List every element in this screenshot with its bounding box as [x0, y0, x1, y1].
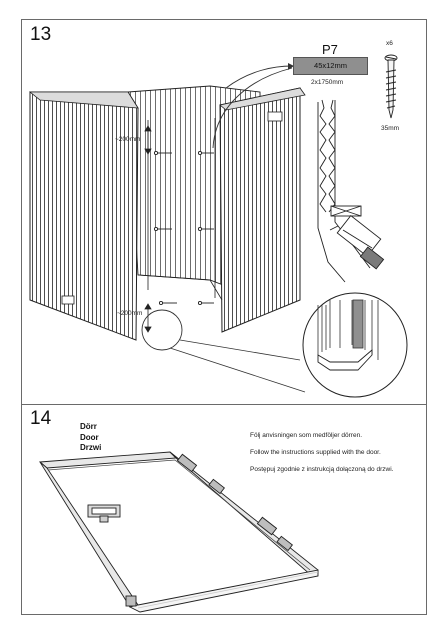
- screw-count-label: x6: [386, 40, 393, 47]
- part-quantity-label: 2x1750mm: [311, 79, 344, 86]
- screw-illustration: [385, 55, 397, 118]
- screw-length-label: 35mm: [381, 125, 400, 132]
- door-frame-illustration: [40, 452, 318, 612]
- step-14-number: 14: [30, 408, 52, 429]
- corner-magnified-detail: [303, 293, 407, 397]
- part-id-label: P7: [322, 42, 338, 57]
- wall-section-detail: [318, 100, 384, 282]
- door-labels: [80, 422, 101, 454]
- part-size-label: 45x12mm: [314, 61, 347, 70]
- spacing-lower-label: ~200mm: [117, 310, 143, 317]
- step-13-number: 13: [30, 24, 52, 45]
- door-label-swedish: Dörr: [80, 422, 97, 431]
- door-label-polish: Drzwi: [80, 443, 102, 452]
- door-label-english: Door: [80, 432, 99, 442]
- instruction-english: Follow the instructions supplied with the door.: [250, 449, 381, 456]
- part-p7-plank: [293, 57, 368, 75]
- spacing-upper-label: ~200mm: [115, 136, 141, 143]
- cabin-illustration: [30, 63, 305, 392]
- instruction-polish: Postępuj zgodnie z instrukcją dołączoną do drzwi.: [250, 466, 394, 473]
- instruction-swedish: Följ anvisningen som medföljer dörren.: [250, 432, 362, 439]
